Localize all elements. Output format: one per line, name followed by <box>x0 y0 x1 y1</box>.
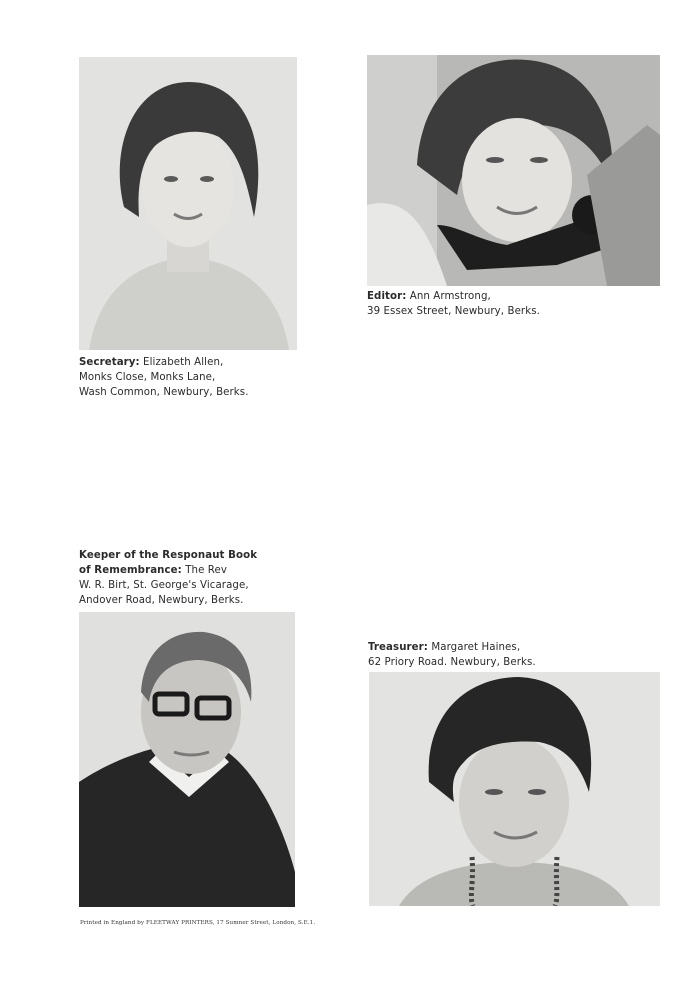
secretary-name: Elizabeth Allen, <box>143 357 224 368</box>
keeper-photo <box>79 612 295 907</box>
editor-caption <box>367 289 540 319</box>
secretary-address-line: Wash Common, Newbury, Berks. <box>79 387 249 398</box>
keeper-address-line: Andover Road, Newbury, Berks. <box>79 595 244 606</box>
secretary-address-line: Monks Close, Monks Lane, <box>79 372 216 383</box>
treasurer-name: Margaret Haines, <box>431 642 521 653</box>
keeper-role-continued: of Remembrance: <box>79 565 182 576</box>
editor-role: Editor: <box>367 291 407 302</box>
keeper-address-line: W. R. Birt, St. George's Vicarage, <box>79 580 249 591</box>
keeper-caption <box>79 548 257 608</box>
secretary-photo <box>79 57 297 350</box>
secretary-caption <box>79 355 249 400</box>
printer-footer: Printed in England by FLEETWAY PRINTERS, 17 Sumner Street, London, S.E.1. <box>80 920 316 926</box>
editor-photo <box>367 55 660 286</box>
keeper-role: Keeper of the Responaut Book <box>79 550 258 561</box>
treasurer-role: Treasurer: <box>368 642 428 653</box>
editor-address-line: 39 Essex Street, Newbury, Berks. <box>367 306 540 317</box>
secretary-role: Secretary: <box>79 357 140 368</box>
keeper-title: The Rev <box>185 565 227 576</box>
treasurer-caption <box>368 640 536 670</box>
treasurer-address-line: 62 Priory Road. Newbury, Berks. <box>368 657 536 668</box>
treasurer-photo <box>369 672 660 906</box>
editor-name: Ann Armstrong, <box>409 291 491 302</box>
